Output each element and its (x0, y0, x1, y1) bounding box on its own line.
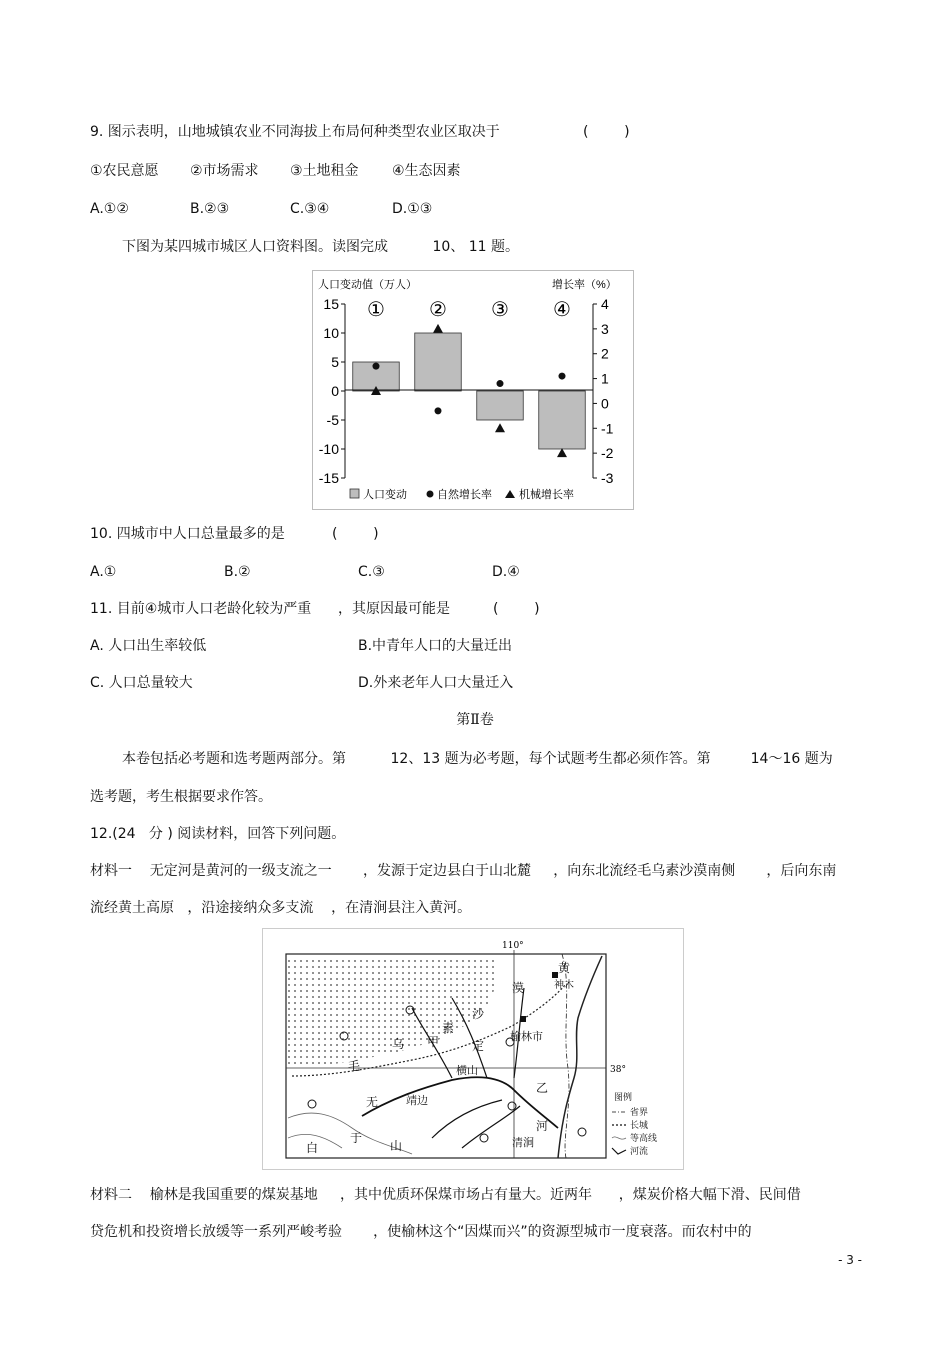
natural-growth-point (559, 373, 566, 380)
label-yu: 于 (350, 1131, 363, 1145)
q11-stem: 11. 目前④城市人口老龄化较为严重 ，其原因最可能是 (90, 601, 450, 617)
left-tick-label: -15 (318, 470, 339, 486)
section-2-text-line-2: 选考题，考生根据要求作答。 (90, 789, 272, 805)
label-ding: 定 (472, 1039, 485, 1053)
label-jingbian: 靖边 (406, 1095, 428, 1107)
material-1-line-1: 材料一 无定河是黄河的一级支流之一 ，发源于定边县白于山北麓 ，向东北流经毛乌素沙漠南侧 ，后向东南 (90, 863, 837, 879)
q10-option-d: D.④ (492, 564, 520, 580)
q11-option-c: C. 人口总量较大 (90, 675, 193, 691)
left-tick-label: 5 (331, 354, 339, 370)
natural-growth-point (435, 407, 442, 414)
q10-stem: 10. 四城市中人口总量最多的是 (90, 526, 285, 542)
left-tick-label: -5 (326, 412, 339, 428)
q9-factor-1: ①农民意愿 (90, 163, 159, 179)
label-su: 素 (442, 1021, 455, 1035)
left-axis-label: 人口变动值（万人） (318, 279, 417, 291)
legend-contour: 等高线 (630, 1133, 658, 1143)
section-2-title: 第Ⅱ卷 (456, 712, 494, 728)
material-2-line-2: 贷危机和投资增长放缓等一系列严峻考验 ，使榆林这个“因煤而兴”的资源型城市一度衰落。而农村中的 (90, 1224, 752, 1240)
label-sha: 沙 (472, 1007, 485, 1021)
left-tick-label: 10 (323, 325, 339, 341)
label-huang: 黄 (558, 961, 571, 975)
label-shan: 山 (390, 1139, 403, 1153)
city-category-label: ① (367, 297, 385, 321)
legend-bar-swatch (350, 489, 359, 498)
right-tick-label: 3 (601, 320, 609, 337)
label-qingjian: 清涧 (512, 1137, 534, 1149)
label-he: 河 (536, 1119, 549, 1133)
natural-growth-point (373, 363, 380, 370)
right-tick-label: 0 (601, 395, 609, 412)
label-jia: 甲 (427, 1035, 440, 1049)
q10-option-b: B.② (224, 564, 251, 580)
legend-great-wall: 长城 (630, 1120, 649, 1130)
q9-answer-paren: ( ) (583, 124, 630, 140)
q11-option-d: D.外来老年人口大量迁入 (358, 675, 514, 691)
label-mo: 漠 (512, 981, 525, 995)
legend-circle-label: 自然增长率 (437, 489, 492, 501)
section-2-text-line-1: 本卷包括必考题和选考题两部分。第 12、13 题为必考题，每个试题考生都必须作答。第 14～16 题为 (122, 751, 833, 767)
legend-circle-marker (427, 491, 434, 498)
q10-option-a: A.① (90, 564, 117, 580)
label-hengshan: 横山 (456, 1065, 478, 1077)
intro-q10-11: 下图为某四城市城区人口资料图。读图完成 10、 11 题。 (122, 239, 520, 255)
right-tick-label: -3 (601, 470, 614, 486)
right-axis-label: 增长率（%） (552, 279, 617, 291)
right-tick-label: 2 (601, 345, 609, 362)
right-tick-label: 4 (601, 296, 609, 312)
right-tick-label: -1 (601, 420, 614, 437)
q9-factor-2: ②市场需求 (190, 163, 259, 179)
legend-bar-label: 人口变动 (363, 489, 407, 501)
legend-title: 图例 (614, 1092, 633, 1102)
label-yulin: 榆林市 (510, 1031, 543, 1043)
latitude-label: 38° (610, 1065, 626, 1075)
legend-triangle-label: 机械增长率 (519, 489, 574, 501)
label-wu2: 无 (366, 1095, 379, 1109)
q9-stem: 9. 图示表明，山地城镇农业不同海拔上布局何种类型农业区取决于 (90, 124, 500, 140)
label-bai: 白 (306, 1141, 319, 1155)
chart-legend (350, 487, 574, 501)
q9-option-c: C.③④ (290, 201, 330, 217)
q12-stem: 12.(24 分 ) 阅读材料，回答下列问题。 (90, 826, 346, 842)
legend-province-border: 省界 (630, 1107, 649, 1117)
q10-option-c: C.③ (358, 564, 385, 580)
material-1-line-2: 流经黄土高原 ，沿途接纳众多支流 ，在清涧县注入黄河。 (90, 900, 472, 916)
q11-answer-paren: ( ) (493, 601, 540, 617)
label-shenmu: 神木 (554, 980, 574, 991)
q9-option-a: A.①② (90, 201, 129, 217)
label-wu: 乌 (392, 1037, 405, 1051)
page-number: - 3 - (838, 1253, 862, 1267)
q9-factor-3: ③土地租金 (290, 163, 359, 179)
q11-option-b: B.中青年人口的大量迁出 (358, 638, 513, 654)
population-change-bar (539, 391, 586, 449)
population-change-bar (415, 333, 462, 391)
label-yi: 乙 (536, 1081, 549, 1095)
q11-option-a: A. 人口出生率较低 (90, 638, 207, 654)
left-tick-label: -10 (318, 441, 339, 457)
yulin-marker (520, 1016, 526, 1022)
city-category-label: ④ (553, 297, 571, 321)
longitude-label: 110° (502, 941, 524, 951)
natural-growth-point (497, 380, 504, 387)
left-tick-label: 15 (323, 296, 339, 312)
city-category-label: ③ (491, 297, 509, 321)
label-mao: 毛 (348, 1059, 361, 1073)
q9-factor-4: ④生态因素 (392, 163, 461, 179)
q10-answer-paren: ( ) (332, 526, 379, 542)
population-chart (312, 270, 634, 510)
population-change-bar (477, 391, 524, 420)
wuding-river-map (262, 928, 684, 1170)
right-tick-label: 1 (601, 370, 609, 387)
left-tick-label: 0 (331, 383, 339, 399)
material-2-line-1: 材料二 榆林是我国重要的煤炭基地 ，其中优质环保煤市场占有量大。近两年 ，煤炭价格大幅下滑、民间借 (90, 1187, 801, 1203)
legend-river: 河流 (630, 1146, 649, 1156)
q9-option-b: B.②③ (190, 201, 230, 217)
q9-option-d: D.①③ (392, 201, 433, 217)
right-tick-label: -2 (601, 445, 614, 462)
city-category-label: ② (429, 297, 447, 321)
